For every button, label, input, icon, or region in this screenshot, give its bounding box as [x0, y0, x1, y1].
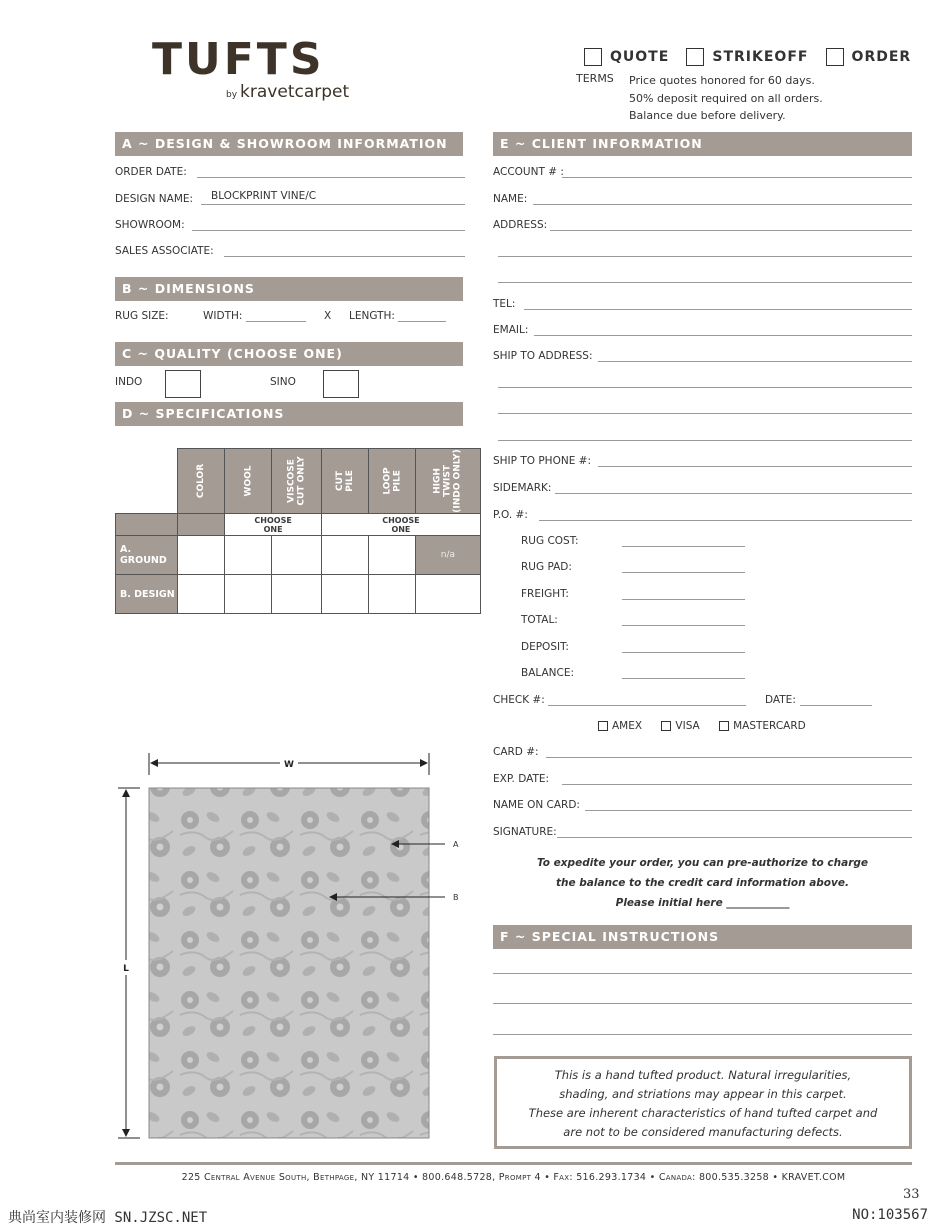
a-label: A: [453, 840, 459, 849]
exp-date-label: EXP. DATE:: [493, 773, 550, 785]
total-label: TOTAL:: [521, 614, 558, 626]
x-label: X: [324, 310, 332, 322]
watermark-right: NO:103567: [852, 1207, 928, 1223]
width-field[interactable]: [246, 321, 306, 322]
amex-label: AMEX: [612, 720, 643, 732]
check-field[interactable]: [548, 705, 746, 706]
account-field[interactable]: [562, 177, 912, 178]
rug-pattern-image: [149, 788, 429, 1138]
section-f-header: F ~ SPECIAL INSTRUCTIONS: [493, 925, 912, 949]
showroom-label: SHOWROOM:: [115, 219, 185, 231]
terms-text: Price quotes honored for 60 days. 50% deposit required on all orders. Balance due before delivery.: [629, 74, 823, 122]
footer-rule: [115, 1162, 912, 1165]
brand-logo: TUFTS: [152, 34, 325, 85]
tel-field[interactable]: [524, 309, 912, 310]
ship-to-field-2[interactable]: [498, 387, 912, 388]
address-label: ADDRESS:: [493, 219, 548, 231]
section-c-header: C ~ QUALITY (CHOOSE ONE): [115, 342, 463, 366]
freight-label: FREIGHT:: [521, 588, 569, 600]
design-name-value: BLOCKPRINT VINE/C: [211, 190, 317, 202]
cell-design-color[interactable]: [178, 575, 225, 614]
rug-cost-field[interactable]: [622, 546, 745, 547]
terms-label: TERMS: [576, 72, 614, 85]
sidemark-label: SIDEMARK:: [493, 482, 552, 494]
email-label: EMAIL:: [493, 324, 529, 336]
address-field-2[interactable]: [498, 256, 912, 257]
visa-label: VISA: [675, 720, 700, 732]
col-loop-pile: LOOP PILE: [382, 467, 403, 495]
amex-checkbox[interactable]: [598, 721, 608, 731]
cell-ground-na: n/a: [416, 536, 480, 575]
indo-checkbox[interactable]: [165, 370, 201, 398]
row-ground: A. GROUND: [116, 536, 178, 575]
date-label: DATE:: [765, 694, 796, 706]
ship-to-label: SHIP TO ADDRESS:: [493, 350, 593, 362]
choose-one-pile: CHOOSE ONE: [322, 514, 480, 536]
disclaimer-box: [494, 1056, 912, 1149]
cell-ground-wool[interactable]: [225, 536, 272, 575]
order-type-options: [584, 46, 923, 66]
section-d-header: D ~ SPECIFICATIONS: [115, 402, 463, 426]
cell-design-viscose[interactable]: [272, 575, 322, 614]
specifications-table: [115, 448, 481, 614]
email-field[interactable]: [534, 335, 912, 336]
watermark-left: 典尚室内装修网 SN.JZSC.NET: [8, 1210, 208, 1226]
cell-ground-color[interactable]: [178, 536, 225, 575]
col-high-twist: HIGH TWIST (INDO ONLY): [432, 449, 463, 513]
footer-contact: 225 Central Avenue South, Bethpage, NY 11714 • 800.648.5728, Prompt 4 • Fax: 516.293.1734 • Canada: 800.535.3258 • KRAVET.COM: [181, 1172, 846, 1183]
balance-field[interactable]: [622, 678, 745, 679]
rug-diagram: [115, 745, 475, 1145]
strikeoff-checkbox[interactable]: [686, 48, 704, 66]
name-on-card-field[interactable]: [585, 810, 912, 811]
cell-design-twist[interactable]: [416, 575, 480, 614]
width-label: WIDTH:: [203, 310, 243, 322]
order-checkbox[interactable]: [826, 48, 844, 66]
deposit-field[interactable]: [622, 652, 745, 653]
ship-phone-label: SHIP TO PHONE #:: [493, 455, 591, 467]
account-label: ACCOUNT # :: [493, 166, 564, 178]
ship-to-field-4[interactable]: [498, 440, 912, 441]
signature-field[interactable]: [557, 837, 912, 838]
balance-label: BALANCE:: [521, 667, 575, 679]
sino-checkbox[interactable]: [323, 370, 359, 398]
special-instructions-line-3[interactable]: [493, 1034, 912, 1035]
cell-design-loop[interactable]: [369, 575, 416, 614]
quote-label: QUOTE: [610, 48, 670, 65]
name-on-card-label: NAME ON CARD:: [493, 799, 580, 811]
rug-pad-field[interactable]: [622, 572, 745, 573]
col-color: COLOR: [195, 463, 206, 499]
rug-pad-label: RUG PAD:: [521, 561, 572, 573]
ship-to-field-3[interactable]: [498, 413, 912, 414]
deposit-label: DEPOSIT:: [521, 641, 569, 653]
cell-design-wool[interactable]: [225, 575, 272, 614]
special-instructions-line-2[interactable]: [493, 1003, 912, 1004]
cell-ground-viscose[interactable]: [272, 536, 322, 575]
section-a-header: A ~ DESIGN & SHOWROOM INFORMATION: [115, 132, 463, 156]
showroom-field[interactable]: [192, 230, 465, 231]
ship-phone-field[interactable]: [598, 466, 912, 467]
ship-to-field-1[interactable]: [598, 361, 912, 362]
rug-size-label: RUG SIZE:: [115, 310, 169, 322]
name-label: NAME:: [493, 193, 528, 205]
check-label: CHECK #:: [493, 694, 545, 706]
visa-checkbox[interactable]: [661, 721, 671, 731]
indo-label: INDO: [115, 376, 143, 388]
disclaimer-text: This is a hand tufted product. Natural irregularities, shading, and striations may appear in this carpet. These are inherent characteristics of hand tufted carpet and are not to be considered manufacturing defects.: [528, 1068, 878, 1139]
sales-associate-field[interactable]: [224, 256, 465, 257]
col-wool: WOOL: [243, 465, 253, 497]
design-name-field[interactable]: [201, 204, 465, 205]
tel-label: TEL:: [493, 298, 516, 310]
card-number-label: CARD #:: [493, 746, 539, 758]
date-field[interactable]: [800, 705, 872, 706]
row-design: B. DESIGN: [116, 575, 178, 614]
address-field-3[interactable]: [498, 282, 912, 283]
expedite-note: To expedite your order, you can pre-authorize to charge the balance to the credit card information above. Please initial here ____________: [536, 857, 869, 909]
freight-field[interactable]: [622, 599, 745, 600]
exp-date-field[interactable]: [562, 784, 912, 785]
signature-label: SIGNATURE:: [493, 826, 557, 838]
order-label: ORDER: [851, 48, 912, 65]
mastercard-checkbox[interactable]: [719, 721, 729, 731]
order-date-label: ORDER DATE:: [115, 166, 187, 178]
w-label: W: [284, 760, 294, 770]
po-field[interactable]: [539, 520, 912, 521]
length-label: LENGTH:: [349, 310, 395, 322]
po-label: P.O. #:: [493, 509, 528, 521]
watermark-band: [0, 1203, 950, 1229]
sino-label: SINO: [270, 376, 296, 388]
cell-design-cut[interactable]: [322, 575, 369, 614]
section-e-header: E ~ CLIENT INFORMATION: [493, 132, 912, 156]
quote-checkbox[interactable]: [584, 48, 602, 66]
address-field-1[interactable]: [550, 230, 912, 231]
order-date-field[interactable]: [197, 177, 465, 178]
choose-one-fiber: CHOOSE ONE: [225, 514, 322, 536]
l-label: L: [123, 964, 129, 974]
card-type-options: [598, 720, 806, 732]
sidemark-field[interactable]: [555, 493, 912, 494]
length-field[interactable]: [398, 321, 446, 322]
total-field[interactable]: [622, 625, 745, 626]
rug-cost-label: RUG COST:: [521, 535, 579, 547]
card-number-field[interactable]: [546, 757, 912, 758]
sales-associate-label: SALES ASSOCIATE:: [115, 245, 214, 257]
col-viscose: VISCOSE CUT ONLY: [286, 456, 307, 506]
brand-subtitle: by kravetcarpet: [226, 82, 350, 102]
name-field[interactable]: [533, 204, 912, 205]
strikeoff-label: STRIKEOFF: [712, 48, 809, 65]
cell-ground-cut[interactable]: [322, 536, 369, 575]
page-number: 33: [903, 1187, 920, 1202]
mastercard-label: MASTERCARD: [733, 720, 806, 732]
col-cut-pile: CUT PILE: [335, 470, 356, 492]
b-label: B: [453, 893, 459, 902]
special-instructions-line-1[interactable]: [493, 973, 912, 974]
section-b-header: B ~ DIMENSIONS: [115, 277, 463, 301]
design-name-label: DESIGN NAME:: [115, 193, 194, 205]
cell-ground-loop[interactable]: [369, 536, 416, 575]
